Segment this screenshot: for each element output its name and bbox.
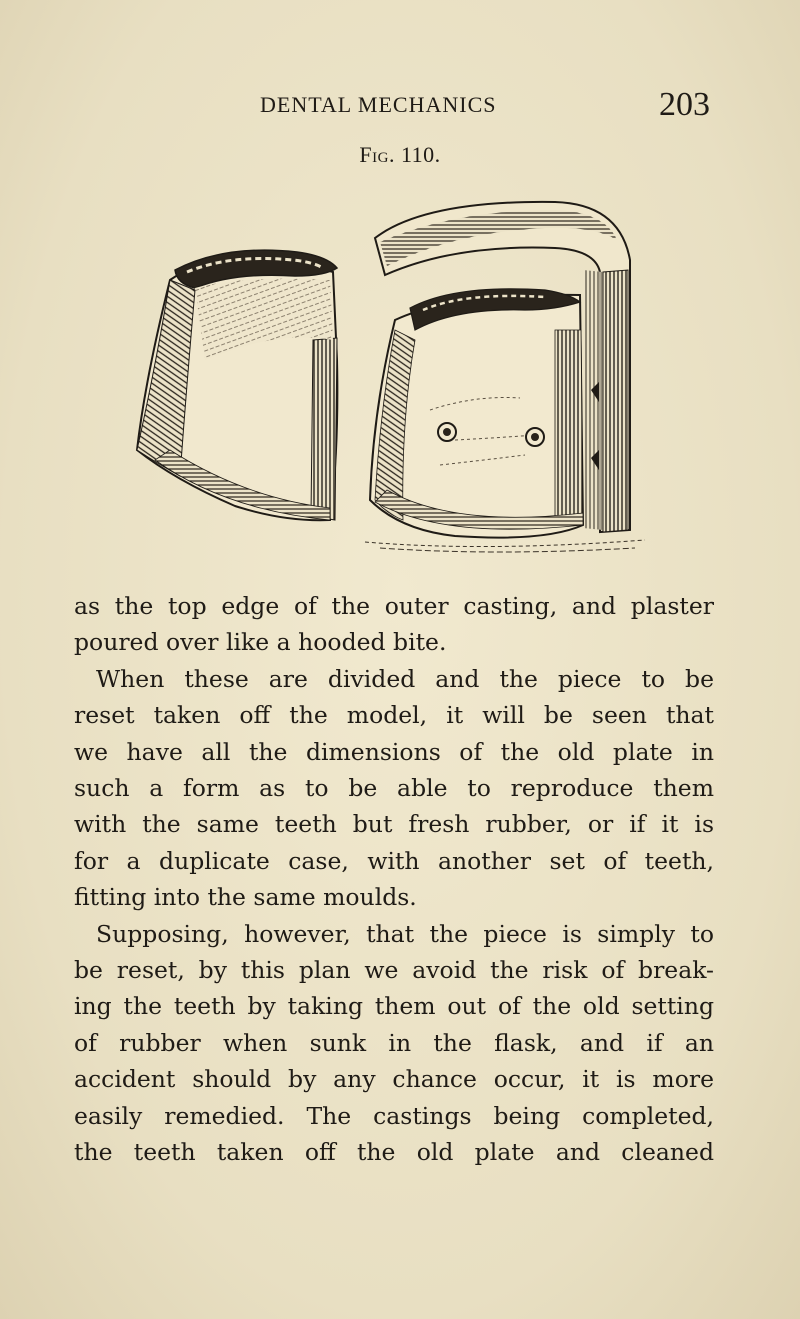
figure-caption: Fig. 110. [359, 142, 441, 167]
page-number: 203 [659, 86, 710, 123]
dental-casting-illustration [125, 180, 665, 570]
text-line: the teeth taken off the old plate and cleaned [74, 1138, 714, 1167]
text-line: fitting into the same moulds. [74, 883, 417, 912]
text-line: we have all the dimensions of the old plate in [74, 737, 714, 766]
text-line: such a form as to be able to reproduce them [74, 774, 714, 803]
text-line: for a duplicate case, with another set of teeth, [74, 846, 714, 875]
text-line: easily remedied. The castings being completed, [74, 1101, 714, 1130]
text-line: as the top edge of the outer casting, and plaster [74, 592, 714, 620]
text-line: When these are divided and the piece to be [96, 664, 714, 693]
running-title: DENTAL MECHANICS [260, 92, 497, 117]
text-line: Supposing, however, that the piece is simply to [96, 919, 714, 948]
text-line: reset taken off the model, it will be seen that [74, 701, 714, 730]
body-text [74, 588, 714, 1171]
right-casting-with-hood [365, 202, 645, 552]
text-line: poured over like a hooded bite. [74, 628, 447, 657]
left-casting [137, 250, 337, 520]
text-line: be reset, by this plan we avoid the risk of break- [74, 956, 714, 985]
text-line: accident should by any chance occur, it is more [74, 1065, 714, 1094]
text-line: with the same teeth but fresh rubber, or if it is [74, 810, 714, 839]
running-head [60, 86, 710, 130]
text-line: ing the teeth by taking them out of the old setting [74, 992, 714, 1021]
text-line: of rubber when sunk in the flask, and if an [74, 1028, 714, 1057]
